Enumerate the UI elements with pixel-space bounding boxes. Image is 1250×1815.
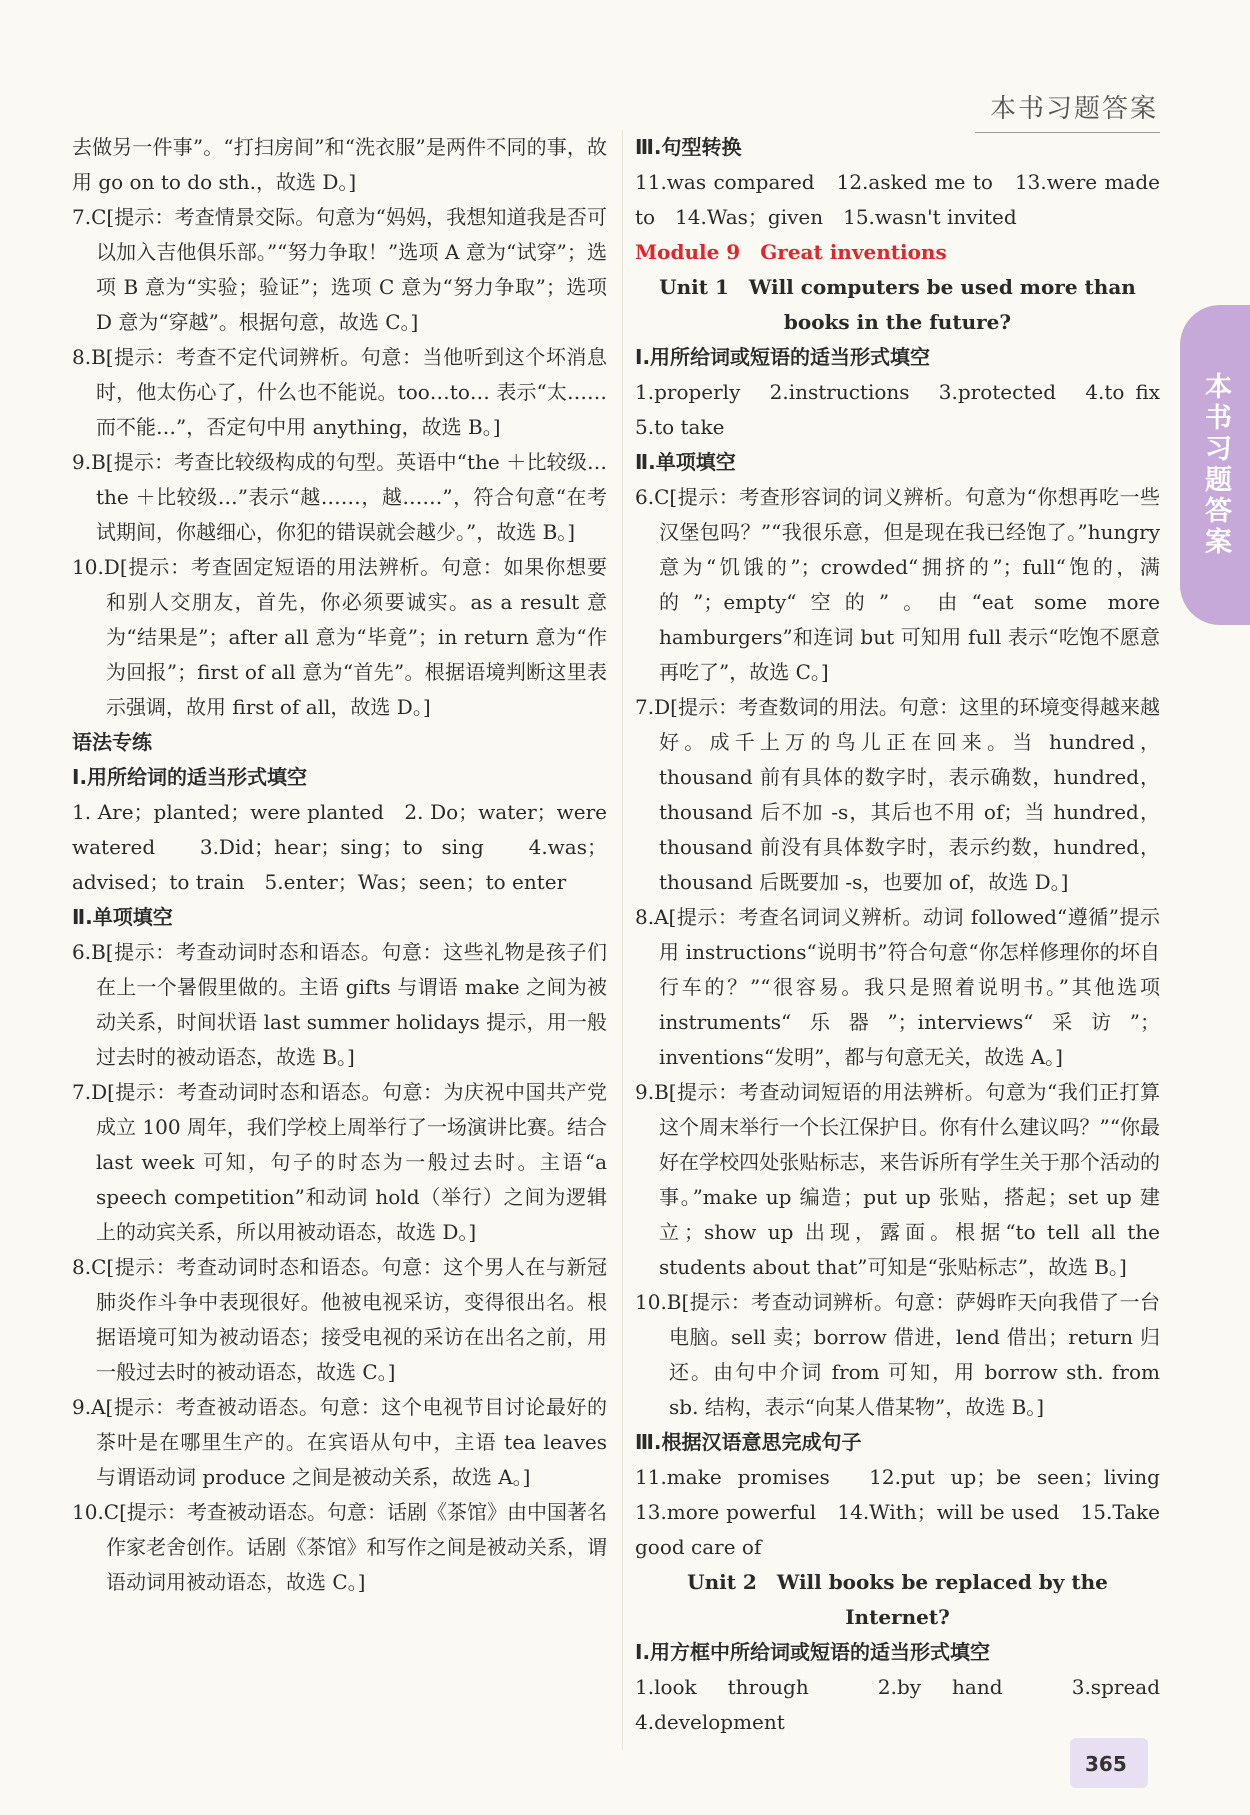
unit-2-title: Unit 2 Will books be replaced by the Internet? (687, 1570, 1108, 1629)
section-heading: Ⅱ.单项填空 (635, 450, 736, 474)
grammar-item-8: 8.C[提示：考查动词时态和语态。句意：这个男人在与新冠肺炎作斗争中表现很好。他被电视采访，变得很出名。根据语境可知为被动语态；接受电视的采访在出名之前，用一般过去时的被动语态，故选 C。] (72, 1255, 607, 1384)
section-heading: Ⅱ.单项填空 (72, 905, 173, 929)
grammar-section-title: 语法专练 (72, 730, 152, 754)
answer-item-10: 10.D[提示：考查固定短语的用法辨析。句意：如果你想要和别人交朋友，首先，你必须要诚实。as a result 意为“结果是”；after all 意为“毕竟”；in return 意为“作为回报”；first of all 意为“首先”。根据语境判断这里表示强调，故用 first of all，故选 D。] (72, 555, 607, 719)
unit1-item-8: 8.A[提示：考查名词词义辨析。动词 followed“遵循”提示用 instructions“说明书”符合句意“你怎样修理你的坏自行车的？”“很容易。我只是照着说明书。”其他选项 instruments“乐器”；interviews“采访”；inventions“发明”，都与句意无关，故选 A。] (635, 905, 1160, 1069)
unit2-fill-answers: 1.look through 2.by hand 3.spread 4.development (635, 1675, 1180, 1734)
grammar-item-6: 6.B[提示：考查动词时态和语态。句意：这些礼物是孩子们在上一个暑假里做的。主语 gifts 与谓语 make 之间为被动关系，时间状语 last summer holidays 提示，用一般过去时的被动语态，故选 B。] (72, 940, 607, 1069)
unit1-fill-answers: 1.properly 2.instructions 3.protected 4.to fix 5.to take (635, 380, 1180, 439)
answer-item-7: 7.C[提示：考查情景交际。句意为“妈妈，我想知道我是否可以加入吉他俱乐部。”“努力争取！”选项 A 意为“试穿”；选项 B 意为“实验；验证”；选项 C 意为“努力争取”；选项 D 意为“穿越”。根据句意，故选 C。] (72, 205, 607, 334)
left-column (72, 130, 607, 1600)
side-tab-label: 本书习题答案 (1180, 305, 1250, 625)
unit1-item-9: 9.B[提示：考查动词短语的用法辨析。句意为“我们正打算这个周末举行一个长江保护日。你有什么建议吗？”“你最好在学校四处张贴标志，来告诉所有学生关于那个活动的事。”make up 编造；put up 张贴，搭起；set up 建立；show up 出现，露面。根据“to tell all the students about that”可知是“张贴标志”，故选 B。] (635, 1080, 1160, 1279)
module-title: Module 9 Great inventions (635, 240, 947, 264)
page-number: 365 (1085, 1752, 1127, 1776)
unit1-item-10: 10.B[提示：考查动词辨析。句意：萨姆昨天向我借了一台电脑。sell 卖；borrow 借进，lend 借出；return 归还。由句中介词 from 可知，用 borrow sth. from sb. 结构，表示“向某人借某物”，故选 B。] (635, 1290, 1160, 1419)
sentence-transform-answers: 11.was compared 12.asked me to 13.were made to 14.Was；given 15.wasn't invited (635, 170, 1160, 229)
answer-item-8: 8.B[提示：考查不定代词辨析。句意：当他听到这个坏消息时，他太伤心了，什么也不能说。too…to… 表示“太……而不能…”，否定句中用 anything，故选 B。] (72, 345, 607, 439)
section-heading: Ⅰ.用方框中所给词或短语的适当形式填空 (635, 1640, 991, 1664)
section-heading: Ⅰ.用所给词或短语的适当形式填空 (635, 345, 931, 369)
page-header-title: 本书习题答案 (989, 94, 1158, 124)
section-heading: Ⅲ.句型转换 (635, 135, 742, 159)
grammar-item-9: 9.A[提示：考查被动语态。句意：这个电视节目讨论最好的茶叶是在哪里生产的。在宾语从句中，主语 tea leaves 与谓语动词 produce 之间是被动关系，故选 A。] (72, 1395, 607, 1489)
unit1-item-7: 7.D[提示：考查数词的用法。句意：这里的环境变得越来越好。成千上万的鸟儿正在回来。当 hundred，thousand 前有具体的数字时，表示确数，hundred，thousand 后不加 -s，其后也不用 of；当 hundred，thousand 前没有具体数字时，表示约数，hundred，thousand 后既要加 -s，也要加 of，故选 D。] (635, 695, 1160, 894)
unit-1-title: Unit 1 Will computers be used more than books in the future? (659, 275, 1136, 334)
section-heading: Ⅲ.根据汉语意思完成句子 (635, 1430, 862, 1454)
answer-continuation: 去做另一件事”。“打扫房间”和“洗衣服”是两件不同的事，故用 go on to do sth.，故选 D。] (72, 135, 607, 194)
answer-item-9: 9.B[提示：考查比较级构成的句型。英语中“the ＋比较级…the ＋比较级…”表示“越……，越……”，符合句意“在考试期间，你越细心，你犯的错误就会越少。”，故选 B。] (72, 450, 607, 544)
right-column (635, 130, 1180, 1740)
column-divider (622, 130, 623, 1750)
unit1-item-6: 6.C[提示：考查形容词的词义辨析。句意为“你想再吃一些汉堡包吗？”“我很乐意，但是现在我已经饱了。”hungry 意为“饥饿的”；crowded“拥挤的”；full“饱的，满的”；empty“空的”。由“eat some more hamburgers”和连词 but 可知用 full 表示“吃饱不愿意再吃了”，故选 C。] (635, 485, 1160, 684)
unit1-translation-answers: 11.make promises 12.put up；be seen；living 13.more powerful 14.With；will be used 15.Take good care of (635, 1465, 1180, 1559)
fill-in-answers: 1. Are；planted；were planted 2. Do；water；were watered 3.Did；hear；sing；to sing 4.was；advised；to train 5.enter；Was；seen；to enter (72, 800, 607, 894)
grammar-item-7: 7.D[提示：考查动词时态和语态。句意：为庆祝中国共产党成立 100 周年，我们学校上周举行了一场演讲比赛。结合 last week 可知，句子的时态为一般过去时。主语“a speech competition”和动词 hold（举行）之间为逻辑上的动宾关系，所以用被动语态，故选 D。] (72, 1080, 607, 1244)
grammar-item-10: 10.C[提示：考查被动语态。句意：话剧《茶馆》由中国著名作家老舍创作。话剧《茶馆》和写作之间是被动关系，谓语动词用被动语态，故选 C。] (72, 1500, 607, 1594)
section-heading: Ⅰ.用所给词的适当形式填空 (72, 765, 308, 789)
